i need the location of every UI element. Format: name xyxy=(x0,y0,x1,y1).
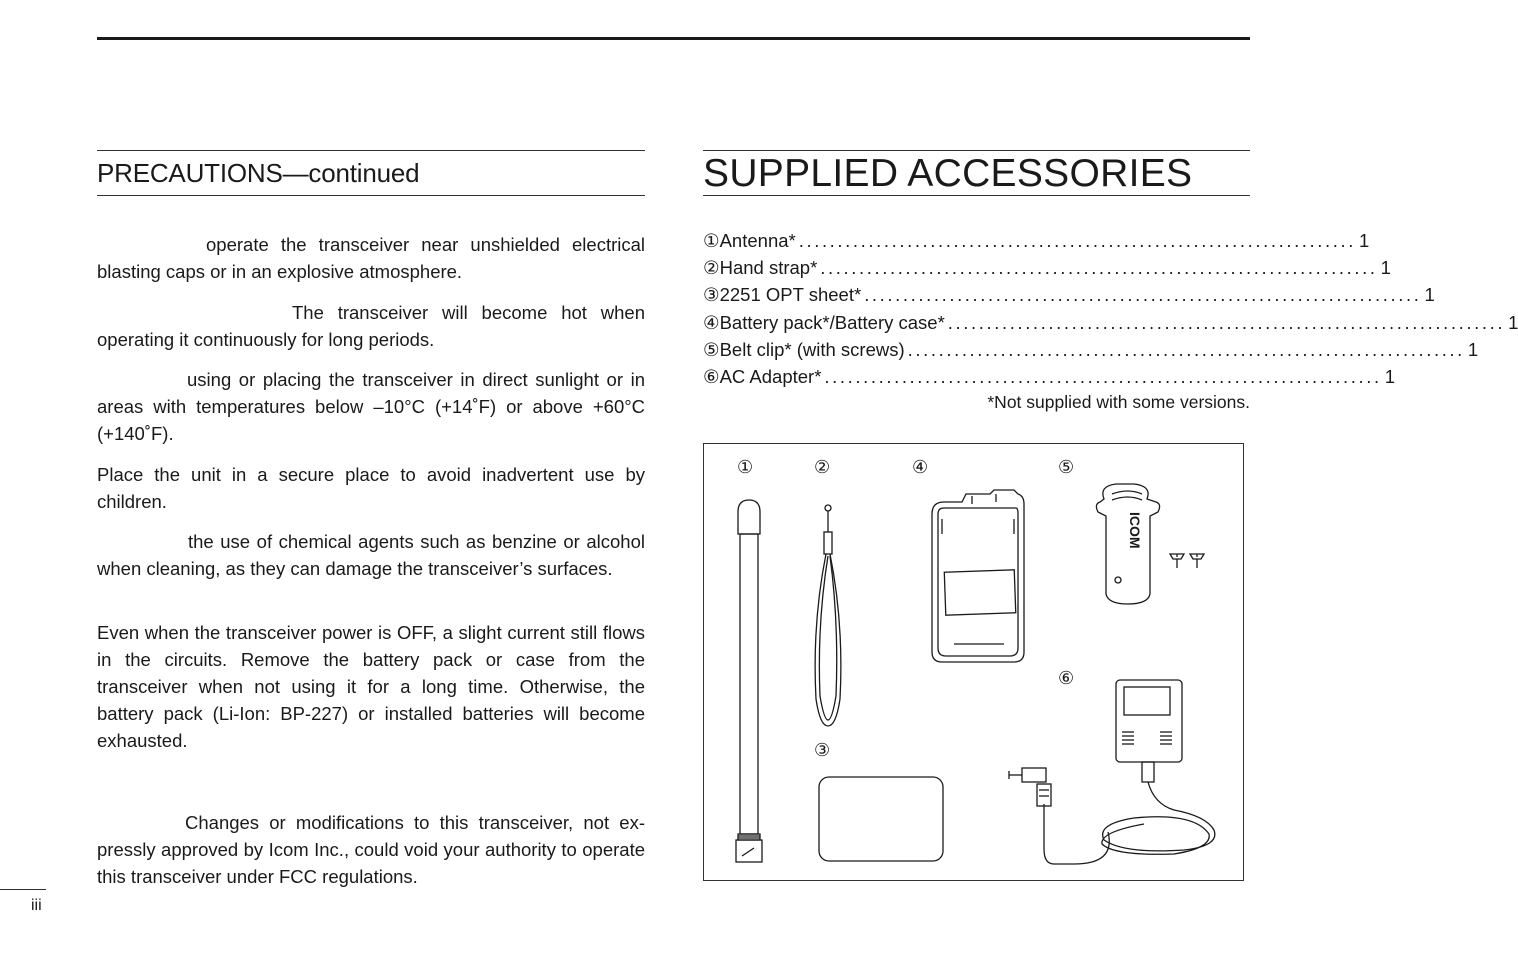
item-quantity: 1 xyxy=(1380,257,1391,279)
item-label: Belt clip* (with screws) xyxy=(719,338,905,360)
accessories-header xyxy=(703,150,1250,196)
item-quantity: 1 xyxy=(1359,230,1370,251)
item-number: ③ xyxy=(703,284,720,306)
leader-dots: ........................................................................ xyxy=(824,366,1382,388)
belt-clip-icon xyxy=(1096,484,1159,604)
leader-dots: ........................................................................ xyxy=(947,311,1506,333)
precaution-paragraph-7: Changes or modifications to this transceiver, not expressly approved by Icom Inc., could void your authority to operate this transceiver under FCC regulations. xyxy=(97,812,645,887)
item-number: ① xyxy=(703,230,720,251)
list-item xyxy=(703,227,1370,254)
leader-dots: ........................................................................ xyxy=(907,338,1465,360)
figure-label-belt-clip: ⑤ xyxy=(1058,457,1075,477)
item-label: 2251 OPT sheet* xyxy=(719,284,862,306)
figure-label-hand-strap: ② xyxy=(814,457,831,477)
item-label: Antenna* xyxy=(719,230,796,251)
item-quantity: 1 xyxy=(1508,311,1518,333)
item-number: ⑥ xyxy=(703,366,720,388)
item-number: ⑤ xyxy=(703,338,720,360)
figure-label-opt-sheet: ③ xyxy=(814,740,831,760)
leader-dots: ........................................................................ xyxy=(820,257,1378,279)
accessories-list xyxy=(703,227,1518,390)
ac-adapter-icon xyxy=(1009,680,1215,864)
item-label: AC Adapter* xyxy=(719,366,822,388)
accessories-illustration xyxy=(704,444,1243,880)
item-number: ④ xyxy=(703,311,720,333)
list-item xyxy=(703,254,1391,281)
item-quantity: 1 xyxy=(1424,284,1435,306)
battery-case-icon xyxy=(932,490,1024,662)
list-item xyxy=(703,309,1518,336)
item-number: ② xyxy=(703,257,720,279)
precaution-paragraph-4: Place the unit in a secure place to avoid inadvertent use by children. xyxy=(97,464,645,512)
hand-strap-icon xyxy=(815,505,841,726)
clip-logo: ICOM xyxy=(1127,512,1143,549)
precautions-header xyxy=(97,150,645,196)
figure-label-ac-adapter: ⑥ xyxy=(1058,668,1075,688)
item-label: Hand strap* xyxy=(719,257,818,279)
opt-sheet-icon xyxy=(819,777,943,861)
page-number-rule xyxy=(0,889,46,890)
figure-label-battery-case: ④ xyxy=(912,457,929,477)
precaution-paragraph-6: Even when the transceiver power is OFF, a slight current still flows in the circuits. Remove the battery pack or case from the transceiver when not using it for a long time. Otherwise, the battery pack (Li-Ion: BP-227) or installed batteries will become exhausted. xyxy=(97,622,645,751)
item-label: Battery pack*/Battery case* xyxy=(719,311,945,333)
top-rule xyxy=(97,37,1250,40)
item-quantity: 1 xyxy=(1384,366,1395,388)
item-quantity: 1 xyxy=(1467,338,1479,360)
list-item xyxy=(703,363,1395,390)
precaution-paragraph-1: operate the transceiver near unshielded electrical blasting caps or in an explosive atmosphere. xyxy=(97,234,645,282)
leader-dots: ........................................................................ xyxy=(864,284,1422,306)
accessories-section xyxy=(703,150,1518,412)
leader-dots: ........................................................................ xyxy=(798,230,1356,251)
precautions-heading: PRECAUTIONS—continued xyxy=(97,158,420,188)
antenna-icon xyxy=(736,500,762,862)
precaution-paragraph-5: the use of chemical agents such as benzine or alcohol when cleaning, as they can damage the transceiver’s surfaces. xyxy=(97,531,645,579)
figure-label-antenna: ① xyxy=(737,457,754,477)
precaution-paragraph-3: using or placing the transceiver in direct sunlight or in areas with temperatures below –10°C (+14˚F) or above +60°C (+140˚F). xyxy=(97,369,645,444)
list-item xyxy=(703,336,1479,363)
page-number: iii xyxy=(31,897,42,914)
accessories-figure xyxy=(703,443,1244,881)
versions-note: *Not supplied with some versions. xyxy=(987,392,1250,412)
list-item xyxy=(703,281,1435,308)
precautions-section xyxy=(97,150,645,887)
screw-icon xyxy=(1170,554,1204,568)
precaution-paragraph-2: The transceiver will become hot when operating it continuously for long periods. xyxy=(97,302,645,350)
accessories-heading: SUPPLIED ACCESSORIES xyxy=(703,152,1193,195)
